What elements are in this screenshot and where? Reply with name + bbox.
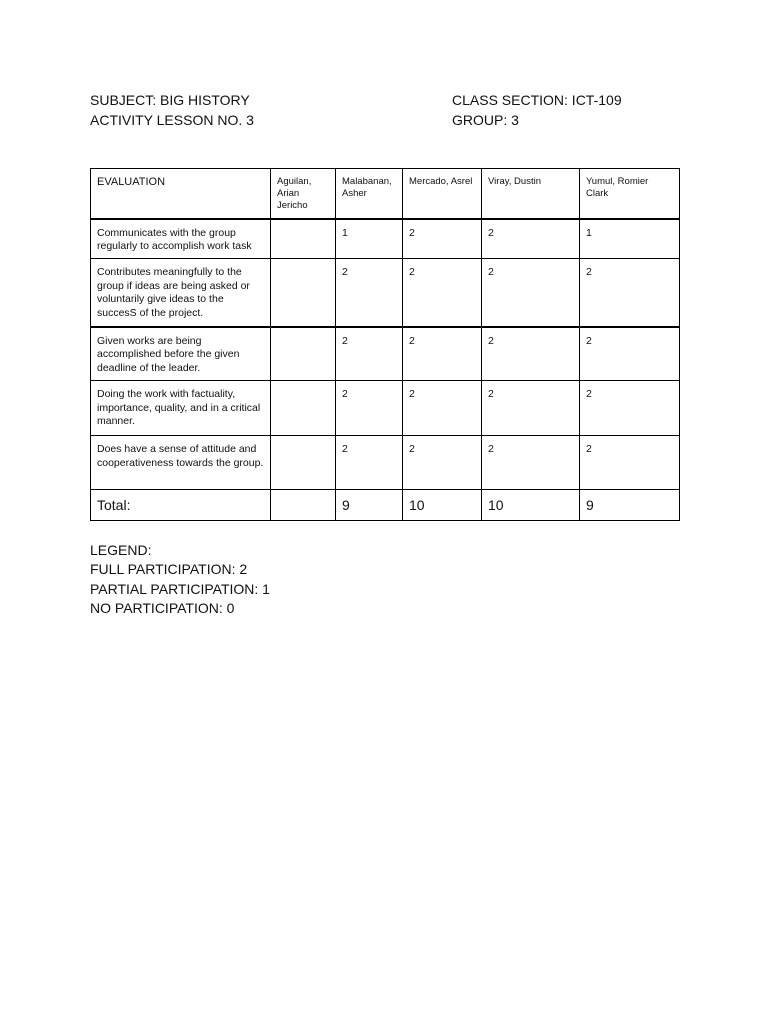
total-row — [91, 490, 680, 521]
column-header-member: Mercado, Asrel — [403, 169, 482, 219]
column-header-evaluation: EVALUATION — [91, 169, 271, 219]
score-cell: 2 — [482, 219, 580, 259]
score-cell: 2 — [336, 436, 403, 490]
column-header-member: Aguilan, Arian Jericho — [271, 169, 336, 219]
total-cell: 10 — [482, 490, 580, 521]
column-header-member: Malabanan, Asher — [336, 169, 403, 219]
table-row — [91, 327, 680, 381]
score-cell: 1 — [580, 219, 680, 259]
table-header-row — [91, 169, 680, 219]
table-row — [91, 436, 680, 490]
score-cell: 2 — [403, 327, 482, 381]
total-label: Total: — [91, 490, 271, 521]
score-cell: 2 — [580, 327, 680, 381]
total-cell: 10 — [403, 490, 482, 521]
score-cell: 2 — [403, 259, 482, 327]
legend-title: LEGEND: — [90, 542, 152, 558]
criterion-cell: Given works are being accomplished before the given deadline of the leader. — [91, 327, 271, 381]
criterion-cell: Doing the work with factuality, importance, quality, and in a critical manner. — [91, 381, 271, 436]
criterion-cell: Communicates with the group regularly to accomplish work task — [91, 219, 271, 259]
column-header-member: Viray, Dustin — [482, 169, 580, 219]
score-cell: 2 — [403, 219, 482, 259]
score-cell — [271, 327, 336, 381]
score-cell — [271, 219, 336, 259]
score-cell: 2 — [482, 327, 580, 381]
score-cell: 2 — [482, 259, 580, 327]
class-section-label: CLASS SECTION: ICT-109 — [452, 92, 622, 108]
criterion-cell: Contributes meaningfully to the group if ideas are being asked or voluntarily give ideas to the succesS of the project. — [91, 259, 271, 327]
evaluation-table — [90, 168, 680, 521]
score-cell: 2 — [336, 259, 403, 327]
score-cell: 2 — [580, 381, 680, 436]
total-cell — [271, 490, 336, 521]
score-cell: 2 — [403, 436, 482, 490]
table-row — [91, 219, 680, 259]
header-left — [90, 90, 254, 130]
score-cell: 2 — [403, 381, 482, 436]
subject-label: SUBJECT: BIG HISTORY — [90, 92, 250, 108]
table-row — [91, 259, 680, 327]
criterion-cell: Does have a sense of attitude and cooperativeness towards the group. — [91, 436, 271, 490]
header-right — [452, 90, 622, 130]
score-cell — [271, 381, 336, 436]
legend-item-full: FULL PARTICIPATION: 2 — [90, 561, 248, 578]
score-cell: 2 — [580, 259, 680, 327]
column-header-member: Yumul, Romier Clark — [580, 169, 680, 219]
activity-label: ACTIVITY LESSON NO. 3 — [90, 112, 254, 128]
score-cell: 2 — [336, 381, 403, 436]
score-cell: 2 — [482, 381, 580, 436]
score-cell: 2 — [482, 436, 580, 490]
score-cell: 2 — [336, 327, 403, 381]
group-label: GROUP: 3 — [452, 112, 519, 128]
score-cell: 2 — [580, 436, 680, 490]
score-cell: 1 — [336, 219, 403, 259]
table-row — [91, 381, 680, 436]
legend-item-partial: PARTIAL PARTICIPATION: 1 — [90, 580, 270, 597]
legend — [90, 541, 270, 618]
total-cell: 9 — [580, 490, 680, 521]
legend-item-none: NO PARTICIPATION: 0 — [90, 599, 235, 616]
total-cell: 9 — [336, 490, 403, 521]
score-cell — [271, 436, 336, 490]
score-cell — [271, 259, 336, 327]
